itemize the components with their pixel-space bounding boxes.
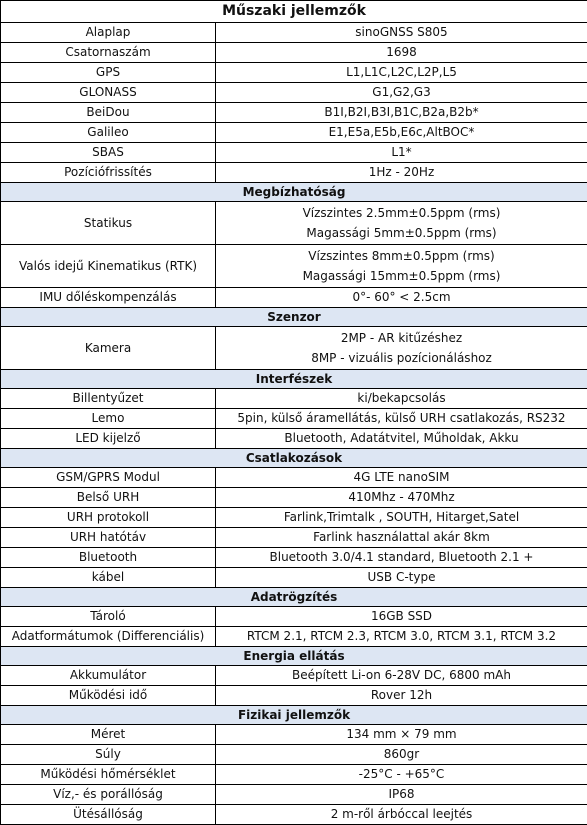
spec-value — [216, 202, 587, 245]
spec-value: 1Hz - 20Hz — [216, 163, 587, 183]
spec-value: -25°C - +65°C — [216, 765, 587, 785]
spec-row-operating-time — [1, 686, 587, 706]
spec-value: 16GB SSD — [216, 607, 587, 627]
spec-row-imu — [1, 288, 587, 308]
spec-label: Működési hőmérséklet — [1, 765, 216, 785]
section-header-interfaces — [1, 370, 587, 389]
spec-row-internal-uhf — [1, 488, 587, 508]
spec-label: BeiDou — [1, 103, 216, 123]
spec-label: GLONASS — [1, 83, 216, 103]
spec-row-rtk — [1, 245, 587, 288]
spec-row-temperature — [1, 765, 587, 785]
spec-value — [216, 245, 587, 288]
spec-value — [216, 327, 587, 370]
spec-value-line: Vízszintes 8mm±0.5ppm (rms) — [308, 249, 495, 263]
spec-label: Adatformátumok (Differenciális) — [1, 627, 216, 647]
spec-value: 0°- 60° < 2.5cm — [216, 288, 587, 308]
spec-row-static — [1, 202, 587, 245]
spec-title: Műszaki jellemzők — [1, 1, 587, 23]
spec-label: Lemo — [1, 409, 216, 429]
spec-label: Súly — [1, 745, 216, 765]
spec-value: G1,G2,G3 — [216, 83, 587, 103]
title-row — [1, 1, 587, 23]
section-title: Csatlakozások — [1, 449, 587, 468]
spec-row-alaplap — [1, 23, 587, 43]
spec-label: Galileo — [1, 123, 216, 143]
section-header-data-storage — [1, 588, 587, 607]
spec-value: IP68 — [216, 785, 587, 805]
section-header-physical — [1, 706, 587, 725]
spec-value: L1* — [216, 143, 587, 163]
section-title: Adatrögzítés — [1, 588, 587, 607]
section-header-power — [1, 647, 587, 666]
spec-value-line: Vízszintes 2.5mm±0.5ppm (rms) — [302, 206, 501, 220]
spec-value: L1,L1C,L2C,L2P,L5 — [216, 63, 587, 83]
spec-label: Akkumulátor — [1, 666, 216, 686]
spec-value: Farlink használattal akár 8km — [216, 528, 587, 548]
spec-value: 860gr — [216, 745, 587, 765]
spec-row-sbas — [1, 143, 587, 163]
spec-row-ip-rating — [1, 785, 587, 805]
spec-label: Kamera — [1, 327, 216, 370]
spec-label: Ütésállóság — [1, 805, 216, 825]
spec-label: Statikus — [1, 202, 216, 245]
spec-label: kábel — [1, 568, 216, 588]
spec-label: Valós idejű Kinematikus (RTK) — [1, 245, 216, 288]
spec-value-line: Magassági 15mm±0.5ppm (rms) — [302, 269, 501, 283]
spec-label: Belső URH — [1, 488, 216, 508]
spec-row-position-update — [1, 163, 587, 183]
spec-value: B1I,B2I,B3I,B1C,B2a,B2b* — [216, 103, 587, 123]
spec-value: USB C-type — [216, 568, 587, 588]
spec-row-storage — [1, 607, 587, 627]
spec-row-gps — [1, 63, 587, 83]
spec-label: URH protokoll — [1, 508, 216, 528]
spec-row-uhf-range — [1, 528, 587, 548]
section-title: Fizikai jellemzők — [1, 706, 587, 725]
spec-label: Tároló — [1, 607, 216, 627]
spec-value: sinoGNSS S805 — [216, 23, 587, 43]
section-title: Energia ellátás — [1, 647, 587, 666]
spec-row-channels — [1, 43, 587, 63]
spec-row-uhf-protocol — [1, 508, 587, 528]
spec-value: 410Mhz - 470Mhz — [216, 488, 587, 508]
spec-value: 4G LTE nanoSIM — [216, 468, 587, 488]
spec-label: Víz,- és porállóság — [1, 785, 216, 805]
spec-label: GPS — [1, 63, 216, 83]
spec-value: Bluetooth, Adatátvitel, Műholdak, Akku — [216, 429, 587, 449]
spec-value: 1698 — [216, 43, 587, 63]
spec-value: 5pin, külső áramellátás, külső URH csatlakozás, RS232 — [216, 409, 587, 429]
spec-label: GSM/GPRS Modul — [1, 468, 216, 488]
spec-row-bluetooth — [1, 548, 587, 568]
spec-label: SBAS — [1, 143, 216, 163]
spec-label: URH hatótáv — [1, 528, 216, 548]
spec-row-camera — [1, 327, 587, 370]
spec-value: 2 m-ről árbóccal leejtés — [216, 805, 587, 825]
spec-value: ki/bekapcsolás — [216, 389, 587, 409]
section-title: Szenzor — [1, 308, 587, 327]
spec-label: LED kijelző — [1, 429, 216, 449]
spec-row-battery — [1, 666, 587, 686]
spec-value: RTCM 2.1, RTCM 2.3, RTCM 3.0, RTCM 3.1, RTCM 3.2 — [216, 627, 587, 647]
spec-row-size — [1, 725, 587, 745]
spec-label: Bluetooth — [1, 548, 216, 568]
spec-row-keyboard — [1, 389, 587, 409]
spec-row-weight — [1, 745, 587, 765]
spec-value: E1,E5a,E5b,E6c,AltBOC* — [216, 123, 587, 143]
spec-row-cable — [1, 568, 587, 588]
section-header-sensor — [1, 308, 587, 327]
spec-row-data-formats — [1, 627, 587, 647]
spec-label: Alaplap — [1, 23, 216, 43]
spec-row-lemo — [1, 409, 587, 429]
spec-label: Működési idő — [1, 686, 216, 706]
spec-label: Csatornaszám — [1, 43, 216, 63]
section-header-reliability — [1, 183, 587, 202]
spec-row-shock — [1, 805, 587, 825]
section-title: Interfészek — [1, 370, 587, 389]
spec-value: 134 mm × 79 mm — [216, 725, 587, 745]
section-title: Megbízhatóság — [1, 183, 587, 202]
spec-value: Beépített Li-on 6-28V DC, 6800 mAh — [216, 666, 587, 686]
spec-value: Bluetooth 3.0/4.1 standard, Bluetooth 2.1 + — [216, 548, 587, 568]
spec-value-line: 2MP - AR kitűzéshez — [340, 331, 463, 345]
spec-label: Billentyűzet — [1, 389, 216, 409]
spec-label: IMU dőléskompenzálás — [1, 288, 216, 308]
spec-value-line: 8MP - vizuális pozícionáláshoz — [311, 351, 492, 365]
spec-label: Pozíciófrissítés — [1, 163, 216, 183]
spec-row-glonass — [1, 83, 587, 103]
spec-value: Rover 12h — [216, 686, 587, 706]
spec-row-led — [1, 429, 587, 449]
spec-label: Méret — [1, 725, 216, 745]
spec-value-line: Magassági 5mm±0.5ppm (rms) — [306, 226, 497, 240]
spec-row-gsm — [1, 468, 587, 488]
spec-value: Farlink,Trimtalk , SOUTH, Hitarget,Satel — [216, 508, 587, 528]
spec-row-galileo — [1, 123, 587, 143]
section-header-connections — [1, 449, 587, 468]
spec-row-beidou — [1, 103, 587, 123]
